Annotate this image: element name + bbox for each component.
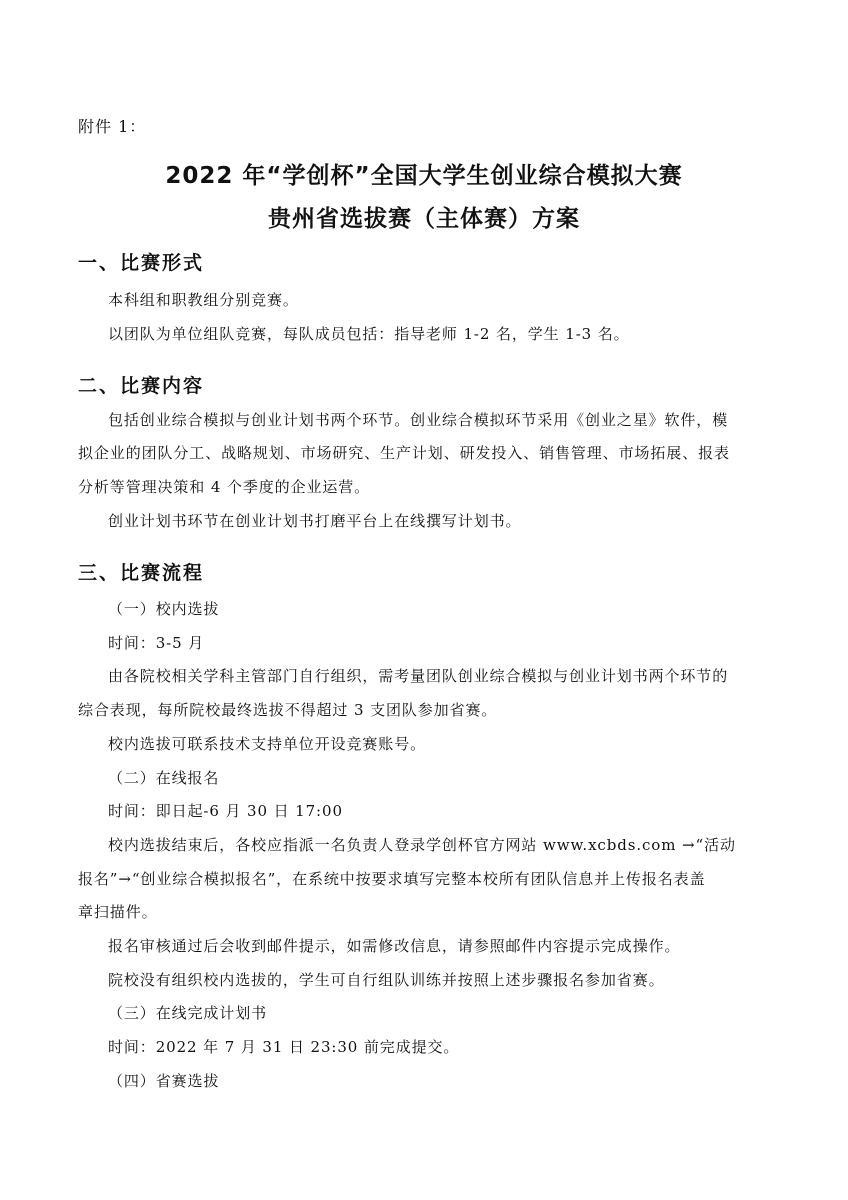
document-title-line-2: 贵州省选拔赛（主体赛）方案 xyxy=(268,206,580,232)
paragraph: 报名审核通过后会收到邮件提示，如需修改信息，请参照邮件内容提示完成操作。 xyxy=(108,937,681,955)
paragraph: 分析等管理决策和 4 个季度的企业运营。 xyxy=(78,478,371,496)
paragraph: 由各院校相关学科主管部门自行组织，需考量团队创业综合模拟与创业计划书两个环节的 xyxy=(108,667,729,685)
section-heading-format: 一、比赛形式 xyxy=(78,252,205,274)
attachment-label: 附件 1： xyxy=(78,117,147,136)
subheading: （一）校内选拔 xyxy=(108,600,220,618)
section-heading-content: 二、比赛内容 xyxy=(78,375,205,397)
paragraph: 校内选拔结束后，各校应指派一名负责人登录学创杯官方网站 www.xcbds.com →“活动 xyxy=(108,836,736,854)
paragraph: 时间：3-5 月 xyxy=(108,634,205,652)
paragraph: 综合表现，每所院校最终选拔不得超过 3 支团队参加省赛。 xyxy=(78,701,498,719)
paragraph: 章扫描件。 xyxy=(78,903,158,921)
paragraph: 时间：即日起-6 月 30 日 17:00 xyxy=(108,802,343,820)
paragraph: 以团队为单位组队竞赛，每队成员包括：指导老师 1-2 名，学生 1-3 名。 xyxy=(108,325,630,343)
paragraph: 拟企业的团队分工、战略规划、市场研究、生产计划、研发投入、销售管理、市场拓展、报表 xyxy=(78,444,730,462)
document-title-line-1: 2022 年“学创杯”全国大学生创业综合模拟大赛 xyxy=(165,163,683,189)
paragraph: 包括创业综合模拟与创业计划书两个环节。创业综合模拟环节采用《创业之星》软件，模 xyxy=(108,411,729,429)
subheading: （四）省赛选拔 xyxy=(108,1072,220,1090)
paragraph: 时间：2022 年 7 月 31 日 23:30 前完成提交。 xyxy=(108,1038,460,1056)
paragraph: 创业计划书环节在创业计划书打磨平台上在线撰写计划书。 xyxy=(108,512,522,530)
subheading: （三）在线完成计划书 xyxy=(108,1004,268,1022)
paragraph: 本科组和职教组分别竞赛。 xyxy=(108,291,299,309)
paragraph: 院校没有组织校内选拔的，学生可自行组队训练并按照上述步骤报名参加省赛。 xyxy=(108,971,665,989)
subheading: （二）在线报名 xyxy=(108,769,220,787)
section-heading-process: 三、比赛流程 xyxy=(78,562,205,584)
paragraph: 校内选拔可联系技术支持单位开设竞赛账号。 xyxy=(108,735,427,753)
paragraph: 报名”→“创业综合模拟报名”，在系统中按要求填写完整本校所有团队信息并上传报名表盖 xyxy=(78,870,706,888)
